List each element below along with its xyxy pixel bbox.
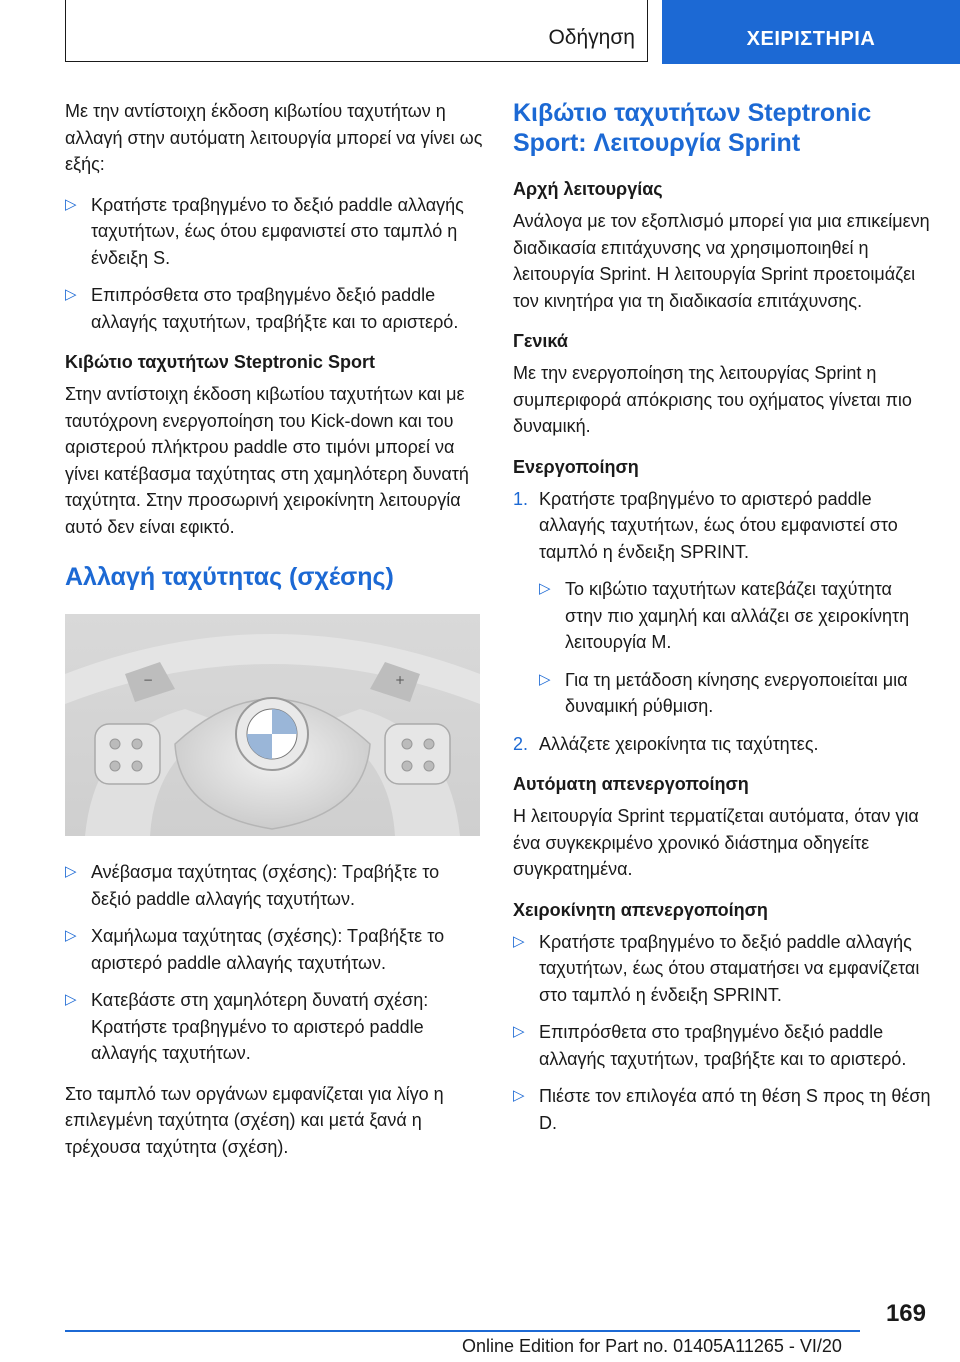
step-text: Αλλάζετε χειροκίνητα τις ταχύτητες. [539, 733, 819, 754]
step-item [513, 731, 933, 758]
list-item: ▷ Κρατήστε τραβηγμένο το δεξιό paddle αλλαγής ταχυτήτων, έως ότου εμφανιστεί στο ταμπλό η ένδειξη S. [65, 192, 483, 272]
manual-deactivation-heading: Χειροκίνητη απενεργοποίηση [513, 899, 768, 920]
edition-footer: Online Edition for Part no. 01405A11265 - VI/20 [462, 1336, 842, 1356]
triangle-bullet-icon: ▷ [65, 863, 77, 880]
triangle-bullet-icon: ▷ [65, 927, 77, 944]
triangle-bullet-icon: ▷ [65, 195, 77, 213]
list-item: ▷ Επιπρόσθετα στο τραβηγμένο δεξιό paddle αλλαγής ταχυτήτων, τραβήξτε και το αριστερό. [513, 1019, 933, 1072]
sprint-section-title: Κιβώτιο ταχυτήτων Steptronic Sport: Λειτουργία Sprint [513, 99, 872, 157]
steptronic-sport-heading: Κιβώτιο ταχυτήτων Steptronic Sport [65, 352, 375, 372]
triangle-bullet-icon: ▷ [513, 1023, 525, 1040]
triangle-bullet-icon: ▷ [513, 932, 525, 950]
section-label: Οδήγηση [548, 26, 635, 49]
list-item: ▷ Πιέστε τον επιλογέα από τη θέση S προς τη θέση D. [513, 1083, 933, 1136]
chapter-label: ΧΕΙΡΙΣΤΗΡΙΑ [746, 28, 876, 50]
steptronic-sport-text: Στην αντίστοιχη έκδοση κιβωτίου ταχυτήτων και με ταυτόχρονη ενεργοποίηση του Kick-down και του αριστερού πλήκτρου paddle στο τιμόνι μπορεί να γίνει κατέβασμα ταχύτητας στη χαμηλότερη δυνατή ταχύτητα. Στην προσωρινή χειροκίνητη λειτουργία αυτό δεν είναι εφικτό. [65, 384, 469, 537]
gear-change-bullet-list [65, 859, 483, 1067]
page-header [0, 0, 960, 64]
right-column [513, 98, 933, 1150]
list-item: ▷ Κατεβάστε στη χαμηλότερη δυνατή σχέση: Κρατήστε τραβηγμένο το αριστερό paddle αλλαγής ταχυτήτων. [65, 987, 483, 1067]
step-number: 1. [513, 488, 529, 509]
page-number: 169 [885, 1300, 926, 1327]
step-item [513, 486, 933, 720]
triangle-bullet-icon: ▷ [65, 286, 77, 303]
activation-heading: Ενεργοποίηση [513, 456, 639, 477]
intro-bullet-list [65, 192, 483, 336]
chapter-tab [662, 0, 960, 64]
triangle-bullet-icon: ▷ [539, 580, 551, 597]
activation-steps [513, 486, 933, 758]
intro-paragraph: Με την αντίστοιχη έκδοση κιβωτίου ταχυτήτων η αλλαγή στην αυτόματη λειτουργία μπορεί να γίνει ως εξής: [65, 101, 483, 174]
general-text: Με την ενεργοποίηση της λειτουργίας Sprint η συμπεριφορά απόκρισης του οχήματος γίνεται πιο δυναμική. [513, 363, 912, 436]
section-tab [65, 0, 648, 62]
gear-change-heading: Αλλαγή ταχύτητας (σχέσης) [65, 563, 394, 591]
svg-text:−: − [143, 673, 154, 687]
list-item: ▷ Ανέβασμα ταχύτητας (σχέσης): Τραβήξτε το δεξιό paddle αλλαγής ταχυτήτων. [65, 859, 483, 912]
manual-deactivation-bullets [513, 929, 933, 1137]
footer-divider [65, 1330, 860, 1332]
steering-wheel-illustration [65, 614, 480, 836]
list-item: ▷ Επιπρόσθετα στο τραβηγμένο δεξιό paddle αλλαγής ταχυτήτων, τραβήξτε και το αριστερό. [65, 282, 483, 335]
list-item: ▷ Το κιβώτιο ταχυτήτων κατεβάζει ταχύτητα στην πιο χαμηλή και αλλάζει σε χειροκίνητη λειτουργία M. [539, 576, 933, 656]
triangle-bullet-icon: ▷ [65, 991, 77, 1008]
list-item: ▷ Κρατήστε τραβηγμένο το δεξιό paddle αλλαγής ταχυτήτων, έως ότου σταματήσει να εμφανίζεται στο ταμπλό η ένδειξη SPRINT. [513, 929, 933, 1009]
general-heading: Γενικά [513, 331, 568, 351]
principle-heading: Αρχή λειτουργίας [513, 179, 663, 199]
principle-text: Ανάλογα με τον εξοπλισμό μπορεί για μια επικείμενη διαδικασία επιτάχυνσης να χρησιμοποιηθεί η λειτουργία Sprint. Η λειτουργία Sprint προετοιμάζει τον κινητήρα για τη διαδικασία επιτάχυνσης. [513, 211, 930, 311]
step-sub-bullets [539, 576, 933, 720]
auto-deactivation-heading: Αυτόματη απενεργοποίηση [513, 774, 749, 794]
list-item: ▷ Χαμήλωμα ταχύτητας (σχέσης): Τραβήξτε το αριστερό paddle αλλαγής ταχυτήτων. [65, 923, 483, 976]
left-column [65, 98, 483, 1174]
step-text: Κρατήστε τραβηγμένο το αριστερό paddle αλλαγής ταχυτήτων, έως ότου εμφανιστεί στο ταμπλό η ένδειξη SPRINT. [539, 488, 898, 562]
step-number: 2. [513, 733, 529, 754]
triangle-bullet-icon: ▷ [539, 670, 551, 688]
list-item: ▷ Για τη μετάδοση κίνησης ενεργοποιείται μια δυναμική ρύθμιση. [539, 667, 933, 720]
svg-text:+: + [395, 673, 406, 687]
triangle-bullet-icon: ▷ [513, 1087, 525, 1104]
gear-change-note: Στο ταμπλό των οργάνων εμφανίζεται για λίγο η επιλεγμένη ταχύτητα (σχέση) και μετά ξανά η τρέχουσα ταχύτητα (σχέση). [65, 1083, 444, 1157]
auto-deactivation-text: Η λειτουργία Sprint τερματίζεται αυτόματα, όταν για ένα συγκεκριμένο χρονικό διάστημα οδηγείτε συγκρατημένα. [513, 806, 919, 879]
